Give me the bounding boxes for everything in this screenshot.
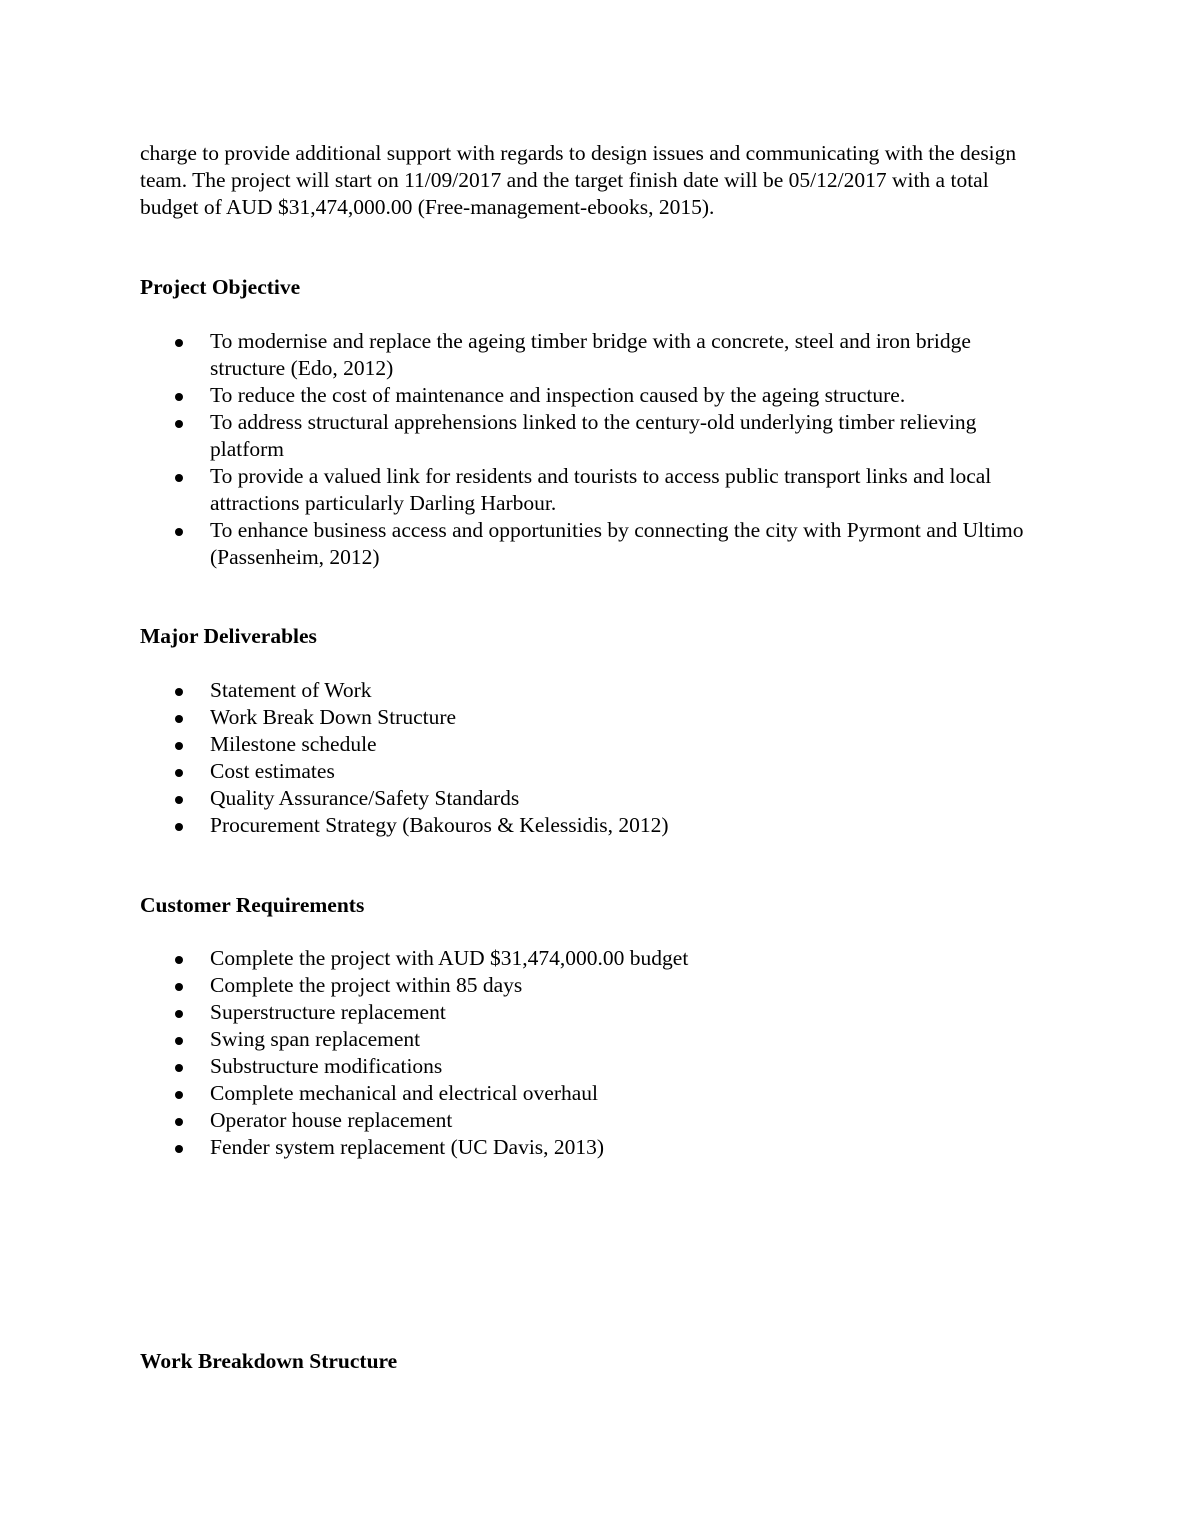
list-item: [140, 1080, 1050, 1107]
customer-requirements-heading: Customer Requirements: [140, 893, 365, 917]
list-item-text: Complete mechanical and electrical overhaul: [210, 1081, 599, 1105]
list-item-text: Work Break Down Structure: [210, 705, 457, 729]
bullet-icon: [175, 769, 183, 777]
list-item: [140, 1134, 1050, 1161]
list-item: [140, 1053, 1050, 1080]
bullet-icon: [175, 715, 183, 723]
bullet-icon: [175, 528, 183, 536]
bullet-icon: [175, 983, 183, 991]
list-item-text: To provide a valued link for residents and tourists to access public transport links and local attractions particularly Darling Harbour.: [210, 464, 992, 515]
list-item: [140, 945, 1050, 972]
bullet-icon: [175, 1064, 183, 1072]
list-item-text: Superstructure replacement: [210, 1000, 446, 1024]
bullet-icon: [175, 956, 183, 964]
bullet-icon: [175, 688, 183, 696]
list-item: [140, 517, 1050, 571]
list-item: [140, 1026, 1050, 1053]
list-item-text: Procurement Strategy (Bakouros & Kelessidis, 2012): [210, 813, 669, 837]
bullet-icon: [175, 1091, 183, 1099]
work-breakdown-structure-heading: Work Breakdown Structure: [140, 1349, 398, 1373]
list-item-text: Quality Assurance/Safety Standards: [210, 786, 520, 810]
list-item-text: Fender system replacement (UC Davis, 2013): [210, 1135, 605, 1159]
major-deliverables-heading: Major Deliverables: [140, 624, 317, 648]
list-item-text: Cost estimates: [210, 759, 335, 783]
bullet-icon: [175, 393, 183, 401]
list-item-text: To modernise and replace the ageing timber bridge with a concrete, steel and iron bridge structure (Edo, 2012): [210, 329, 971, 380]
list-item: [140, 677, 1050, 704]
list-item: [140, 328, 1050, 382]
list-item-text: Complete the project within 85 days: [210, 973, 523, 997]
customer-requirements-list: [140, 945, 1050, 1161]
list-item-text: To reduce the cost of maintenance and inspection caused by the ageing structure.: [210, 383, 906, 407]
list-item: [140, 972, 1050, 999]
list-item: [140, 1107, 1050, 1134]
list-item-text: To enhance business access and opportunities by connecting the city with Pyrmont and Ultimo (Passenheim, 2012): [210, 518, 1024, 569]
bullet-icon: [175, 823, 183, 831]
list-item: [140, 785, 1050, 812]
list-item-text: Complete the project with AUD $31,474,000.00 budget: [210, 946, 689, 970]
project-objective-heading: Project Objective: [140, 275, 301, 299]
bullet-icon: [175, 1145, 183, 1153]
list-item: [140, 409, 1050, 463]
list-item-text: Operator house replacement: [210, 1108, 453, 1132]
bullet-icon: [175, 1010, 183, 1018]
bullet-icon: [175, 742, 183, 750]
list-item-text: Statement of Work: [210, 678, 372, 702]
project-objective-list: [140, 328, 1050, 571]
list-item-text: Swing span replacement: [210, 1027, 421, 1051]
bullet-icon: [175, 474, 183, 482]
list-item-text: To address structural apprehensions linked to the century-old underlying timber relieving platform: [210, 410, 977, 461]
list-item-text: Milestone schedule: [210, 732, 377, 756]
list-item: [140, 704, 1050, 731]
bullet-icon: [175, 1118, 183, 1126]
bullet-icon: [175, 796, 183, 804]
list-item-text: Substructure modifications: [210, 1054, 443, 1078]
bullet-icon: [175, 339, 183, 347]
intro-paragraph: charge to provide additional support with regards to design issues and communicating with the design team. The project will start on 11/09/2017 and the target finish date will be 05/12/2017 with a total budget of AUD $31,474,000.00 (Free-management-ebooks, 2015).: [140, 141, 1017, 219]
major-deliverables-list: [140, 677, 1050, 839]
list-item: [140, 463, 1050, 517]
list-item: [140, 999, 1050, 1026]
list-item: [140, 731, 1050, 758]
bullet-icon: [175, 420, 183, 428]
list-item: [140, 758, 1050, 785]
list-item: [140, 812, 1050, 839]
bullet-icon: [175, 1037, 183, 1045]
list-item: [140, 382, 1050, 409]
